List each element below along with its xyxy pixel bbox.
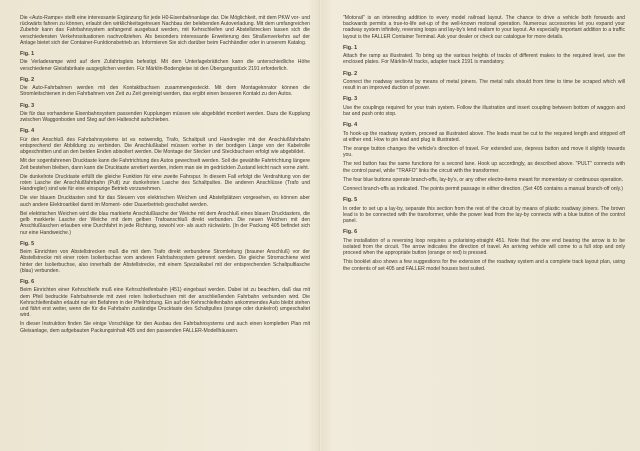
fig6-heading-en: Fig. 6 — [343, 229, 358, 236]
intro-paragraph-de: Die «Auto-Rampe» stellt eine interessante Ergänzung für jede H0-Eisenbahnanlage dar. Die Möglichkeit, mit dem PKW vor- und rückwärts fahren zu können, erlaubt den wirklichkeitsgetreuen Nachbau der belebenden Autoverladung. Mit dem umfangreichen Zubehör kann das Fahrbahnsystem anfangend ausgebaut werden, mit Kehrschleifen und Abstellstrecken lassen sich die verschiedensten Verkehrssituationen nachvollziehen. Als besonders interessante Erweiterung des Straßenverkehrs auf der Anlage bietet sich der Container-Funktionsbetrieb an. Informieren Sie sich darüber beim Fachhändler oder in unserem Katalog. — [20, 15, 310, 46]
fig2-text-de: Die Auto-Fahrbahnen werden mit den Kontaktbuchsen zusammengesteckt. Mit dem Montageknrator können die Stromleitschienen in den Fahrbahnen von Zeit zu Zeit gereinigt werden, das ergibt einen besseren Kontakt zu den Autos. — [20, 85, 310, 98]
fig1-heading-de: Fig. 1 — [20, 51, 35, 58]
german-column — [20, 15, 310, 337]
fig4-heading-de: Fig. 4 — [20, 128, 35, 135]
fig4-text-5-de: Bei elektrischen Weichen wird die blau markierte Anschlußlasche der Weiche mit dem Anschluß eines blauen Drucktasters, die gelb markierte Lasche der Weiche mit dem gelben Trafoanschluß direkt verbunden. Die neuen Weichen mit den Anschlußlaschen erlauben eine Durchfahrt in jede Richtung, sowohl vor- als auch rückwärts. (In der Packung 405 befindet sich nur eine Handweiche.) — [20, 210, 310, 236]
fig3-heading-de: Fig. 3 — [20, 102, 35, 109]
fig6-heading-de: Fig. 6 — [20, 278, 35, 285]
fig6-text-2-en: This booklet also shows a few suggestions for the extension of the roadway system and a complete track layout plan, using the contents of set 405 and FALLER model houses best suited. — [343, 259, 625, 272]
english-column — [343, 15, 625, 275]
fig5-heading-en: Fig. 5 — [343, 197, 358, 204]
fig6-text-1-de: Beim Einrichten einer Kehrschleife muß eine Kehrschleifenbahn (451) eingebaut werden. Dabei ist zu beachten, daß das mit dem Pfeil bedruckte Fahrbahnende mit zwei roten Isolierbuchsen mit der anschließenden Fahrbahn verbunden wird. Die Kehrschleifenbahn erlaubt nur ein Befahren in der Pfeilrichtung. Ein auf der Kehrschleifenbahn ankommendes Auto bleibt stehen und fährt erst weiter, wenn die für die Fahrbahn zuständige Drucktaste des Schaltpultes (orange oder dunkelrot) umgeschaltet wird. — [20, 287, 310, 319]
intro-paragraph-en: "Motorail" is an interesting addition to every model railroad layout. The chance to drive a vehicle both forwards and backwards permits a true-to-life set-up of the well-known motorail operation. Numerous accessories let you expand your roadway system infinitely, reversing loops and lay-by's lend realism to your layout. An especially important addition to a traffic layout is the FALLER Container Terminal. Ask your dealer or check our catalogue for more details. — [343, 15, 625, 40]
fig2-heading-en: Fig. 2 — [343, 70, 358, 77]
fig5-text-en: In order to set up a lay-by, separate this section from the rest of the circuit by means of plastic roadway joiners. The brown lead is to be connected with the transformer, while the power lead from the lay-by connects with a blue button of the control panel. — [343, 205, 625, 225]
fig4-text-2-en: The orange button changes the vehicle's direction of travel. For extended use, depress button and move it slightly towards you. — [343, 146, 625, 159]
fig3-heading-en: Fig. 3 — [343, 96, 358, 103]
fig3-text-en: Use the couplings required for your train system. Follow the illustration and insert coupling between bottom of waggon and bar and push onto stop. — [343, 104, 625, 118]
fig4-text-3-en: The red button has the same functions for a second lane. Hook up accordingly, as described above. "PULT" connects with the control panel, while "TRAFO" links the circuit with the transformer. — [343, 161, 625, 174]
fig6-text-2-de: In dieser Instruktion finden Sie einige Vorschläge für den Ausbau des Fahrbahnsystems und auch einen kompletten Plan mit Gleisanlage, dem aufgebauten Packungsinhalt 405 und den passenden FALLER-Modellhäusern. — [20, 321, 310, 334]
fig4-text-2-de: Mit der sogenfahrenen Drucktaste kann die Fahrtrichtung des Autos gewechselt werden. Soll die gewählte Fahrtrichtung längere Zeit bestehen bleiben, dann kann die Drucktaste arretiert werden, indem man sie im gedrückten Zustand leicht nach vorne zieht. — [20, 158, 310, 171]
fig2-heading-de: Fig. 2 — [20, 76, 35, 83]
fig4-text-4-de: Die vier blauen Drucktasten sind für das Steuern von elektrischen Weichen und Abstellplätzen vorgesehen, es können aber auch andere Elektroartikel damit im Moment- oder Dauerbetrieb geschaltet werden. — [20, 195, 310, 208]
page-fold — [319, 0, 321, 451]
fig4-text-5-en: Connect branch-offs as indicated. The points permit passage in either direction. (Set 405 contains a manual branch-off only.) — [343, 186, 623, 193]
fig6-text-1-en: The installation of a reversing loop requires a polarising-straight 451. Note that the one end bearing the arrow is to be isolated from the circuit. The arrow indicates the direction of travel. An arriving vehicle will come to a full stop and only proceed when the appropriate button (orange or red) is pressed. — [343, 237, 625, 257]
fig5-text-de: Beim Einrichten von Abstellstrecken muß die mit dem Trafo direkt verbundene Stromleitung (brauner Anschluß) vor der Abstellstrecke mit einer roten Isolierbuchse vom anderen Fahrbahnsystem getrennt werden. Die gleiche Stromschiene wird hinter der Isolierbuchse, also innerhalb der Abstellstrecke, mit einem Spezialkabel mit der entsprechenden Schaltpultlasche (blau) verbunden. — [20, 249, 310, 274]
fig1-text-de: Die Verladerampe wird auf dem Zufahrtsgleis befestigt. Mit dem Unterlagebrättchen kann die unterschiedliche Höhe verschiedener Gleisfabrikate ausgeglichen werden. Für Märklin-Bodengleise ist den Übergangsstück 2191 erforderlich. — [20, 59, 310, 72]
fig4-heading-en: Fig. 4 — [343, 122, 358, 129]
fig4-text-4-en: The four blue buttons operate branch-offs, lay-by's, or any other electro-items meant for momentary or continuous operation. — [343, 176, 624, 183]
fig4-text-1-de: Für den Anschluß des Fahrbahnsystems ist es notwendig, Trafo, Schaltpult und Handregler mit der Anschlußfahrbahn entsprechend der Abbildung zu verbinden. Die Anschlußkabel müssen vorher in der bordigen Länge von der Kabelrolle abgeschnitten und an den beiden Enden abisoliert werden. Die Montage der Stecker und Steckbuchsen erfolgt wie abgebildet. — [20, 136, 310, 156]
fig1-text-en: Attach the ramp as illustrated. To bring up the various heights of tracks of different makes to the required level, use the enclosed plates. For Märklin-M tracks, adapter track 2191 is mandatory. — [343, 53, 625, 66]
fig4-text-1-en: To hook-up the roadway system, proceed as illustrated above. The leads must be cut to the required length and stripped off at either end. How to pin lead and plug is illustrated. — [343, 130, 625, 143]
fig5-heading-de: Fig. 5 — [20, 240, 35, 247]
fig3-text-de: Die für das vorhandene Eisenbahnsystem passenden Kupplungen müssen wie abgebildet montiert werden. Dazu die Kupplung zwischen Waggonboden und Steg auf den Halteschit aufschieben. — [20, 111, 310, 124]
fig4-text-3-de: Die dunkelrote Drucktaste erfüllt die gleiche Funktion für eine zweite Fahrspur. In diesem Fall erfolgt die Verdrahtung von der roten Lasche der Anschlußfahrbahn (Pult) zur dunkelroten Lasche des Schaltpultes. Die anderen Anschlüsse (Trafo und Handregler) sind wie für eine einspurige Betrieb vorzunehmen. — [20, 173, 310, 193]
fig2-text-en: Connect the roadway sections by means of metal joiners. The metal rails should from time to time be scraped which will result in an improved duction of power. — [343, 79, 625, 92]
fig1-heading-en: Fig. 1 — [343, 44, 358, 51]
